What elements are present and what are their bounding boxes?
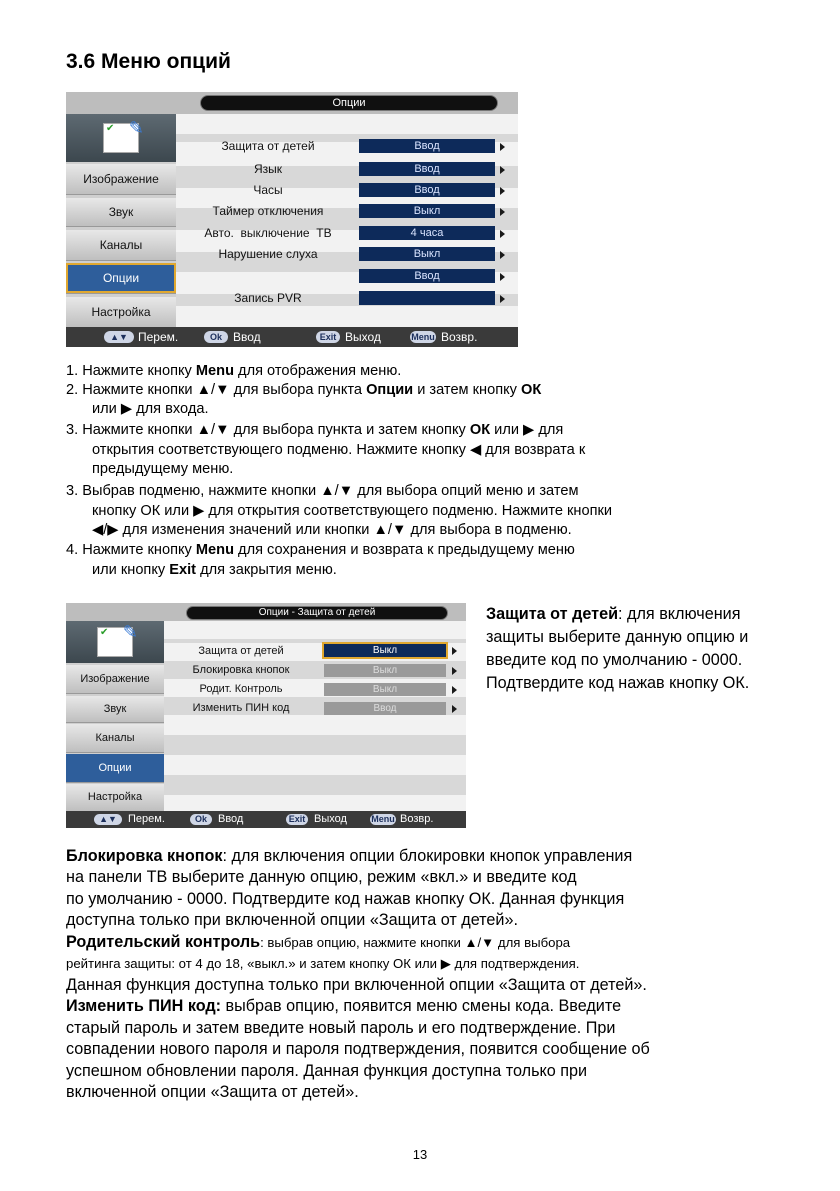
nav-item-options[interactable]: Опции xyxy=(66,263,176,294)
instruction-line: 1. Нажмите кнопку Menu для отображения меню. xyxy=(66,363,402,379)
menu-row-label: Защита от детей xyxy=(221,139,315,153)
parental-control-description: Родительский контроль: выбрав опцию, нажмите кнопки ▲/▼ для выбора xyxy=(66,933,571,951)
instruction-line: 3. Выбрав подменю, нажмите кнопки ▲/▼ для выбора опций меню и затем xyxy=(66,483,579,499)
menu-hint-bar xyxy=(66,811,466,828)
menu-row-label: Изменить ПИН код xyxy=(192,702,290,714)
menu-row-value[interactable] xyxy=(359,291,495,305)
hint-label: Выход xyxy=(314,813,347,825)
right-arrow-icon xyxy=(500,273,505,281)
updown-key-icon: ▲▼ xyxy=(94,814,122,825)
menu-row-value[interactable]: 4 часа xyxy=(359,226,495,240)
menu-row-value[interactable]: Ввод xyxy=(324,702,446,715)
menu-title: Опции xyxy=(332,97,366,109)
hint-label: Перем. xyxy=(128,813,165,825)
instruction-line: 2. Нажмите кнопки ▲/▼ для выбора пункта Опции и затем кнопку ОК xyxy=(66,382,542,398)
menu-row-label: Запись PVR xyxy=(234,291,302,305)
menu-row-label: Защита от детей xyxy=(198,645,284,657)
nav-item-picture[interactable]: Изображение xyxy=(66,164,176,195)
updown-key-icon: ▲▼ xyxy=(104,331,134,343)
nav-item-sound[interactable]: Звук xyxy=(66,696,164,723)
menu-title: Опции - Защита от детей xyxy=(258,607,376,618)
instruction-line: предыдущему меню. xyxy=(92,461,234,477)
child-lock-menu-screenshot xyxy=(66,603,466,828)
change-pin-description: успешном обновлении пароля. Данная функция доступна только при xyxy=(66,1062,588,1080)
menu-row-value[interactable]: Ввод xyxy=(359,162,495,176)
instruction-line: 3. Нажмите кнопки ▲/▼ для выбора пункта и затем кнопку ОК или ▶ для xyxy=(66,422,564,438)
change-pin-description: совпадении нового пароля и пароля подтверждения, появится сообщение об xyxy=(66,1040,650,1058)
hint-label: Выход xyxy=(345,330,381,344)
options-logo xyxy=(66,621,164,663)
menu-row-label: Родит. Контроль xyxy=(199,683,283,695)
child-lock-description: Защита от детей: для включения xyxy=(486,605,741,623)
instruction-line: или кнопку Exit для закрытия меню. xyxy=(92,562,337,578)
checklist-icon xyxy=(103,123,139,153)
menu-row-value[interactable]: Выкл xyxy=(324,644,446,657)
hint-label: Ввод xyxy=(233,330,261,344)
nav-item-setup[interactable]: Настройка xyxy=(66,297,176,328)
right-arrow-icon xyxy=(500,230,505,238)
right-arrow-icon xyxy=(500,166,505,174)
menu-title-pill xyxy=(200,95,498,111)
menu-row-value[interactable]: Ввод xyxy=(359,269,495,283)
hint-label: Возвр. xyxy=(400,813,434,825)
page-number: 13 xyxy=(412,1147,428,1162)
menu-row-value[interactable]: Выкл xyxy=(359,204,495,218)
instruction-line: кнопку ОК или ▶ для открытия соответствующего подменю. Нажмите кнопки xyxy=(92,503,613,519)
exit-key-icon: Exit xyxy=(286,814,308,825)
menu-row-label: Часы xyxy=(253,183,283,197)
instruction-line: ◀/▶ для изменения значений или кнопки ▲/▼ для выбора в подменю. xyxy=(92,522,572,538)
right-arrow-icon xyxy=(452,705,457,713)
hint-label: Перем. xyxy=(138,330,179,344)
child-lock-description: защиты выберите данную опцию и xyxy=(486,628,749,646)
menu-key-icon: Menu xyxy=(371,814,395,824)
options-logo xyxy=(66,114,176,162)
change-pin-description: включенной опции «Защита от детей». xyxy=(66,1083,359,1101)
right-arrow-icon xyxy=(500,251,505,259)
options-menu-screenshot xyxy=(66,92,518,347)
menu-hint-bar xyxy=(66,327,518,347)
ok-key-icon: Ok xyxy=(204,331,228,343)
instruction-line: или ▶ для входа. xyxy=(92,401,209,417)
menu-row-label: Блокировка кнопок xyxy=(192,664,290,676)
menu-row-value[interactable]: Выкл xyxy=(324,683,446,696)
menu-row-label: Нарушение слуха xyxy=(218,247,318,261)
hint-label: Возвр. xyxy=(441,330,478,344)
right-arrow-icon xyxy=(500,295,505,303)
change-pin-description: старый пароль и затем введите новый пароль и его подтверждение. При xyxy=(66,1019,616,1037)
change-pin-description: Изменить ПИН код: выбрав опцию, появится меню смены кода. Введите xyxy=(66,997,622,1015)
menu-title-pill xyxy=(186,606,448,620)
nav-item-picture[interactable]: Изображение xyxy=(66,665,164,694)
menu-row-label: Авто. выключение ТВ xyxy=(204,226,332,240)
right-arrow-icon xyxy=(452,667,457,675)
menu-row-label: Таймер отключения xyxy=(212,204,324,218)
instruction-line: 4. Нажмите кнопку Menu для сохранения и возврата к предыдущему меню xyxy=(66,542,575,558)
parental-control-description: Данная функция доступна только при включенной опции «Защита от детей». xyxy=(66,976,647,994)
menu-row-value[interactable]: Выкл xyxy=(359,247,495,261)
nav-item-channels[interactable]: Каналы xyxy=(66,724,164,753)
nav-item-channels[interactable]: Каналы xyxy=(66,230,176,261)
nav-item-sound[interactable]: Звук xyxy=(66,198,176,227)
menu-row-label: Язык xyxy=(253,162,283,176)
section-heading: 3.6 Меню опций xyxy=(66,50,231,73)
key-lock-description: на панели ТВ выберите данную опцию, режим «вкл.» и введите код xyxy=(66,868,577,886)
key-lock-description: доступна только при включенной опции «Защита от детей». xyxy=(66,911,518,929)
key-lock-description: Блокировка кнопок: для включения опции блокировки кнопок управления xyxy=(66,847,633,865)
menu-row-value[interactable]: Ввод xyxy=(359,183,495,197)
right-arrow-icon xyxy=(500,208,505,216)
menu-row-value[interactable]: Ввод xyxy=(359,139,495,153)
menu-key-icon: Menu xyxy=(411,332,435,342)
ok-key-icon: Ok xyxy=(190,814,212,825)
nav-item-setup[interactable]: Настройка xyxy=(66,784,164,812)
right-arrow-icon xyxy=(452,647,457,655)
child-lock-description: введите код по умолчанию - 0000. xyxy=(486,651,743,669)
exit-key-icon: Exit xyxy=(316,331,340,343)
nav-item-options[interactable]: Опции xyxy=(66,754,164,783)
instruction-line: открытия соответствующего подменю. Нажмите кнопку ◀ для возврата к xyxy=(92,442,586,458)
hint-label: Ввод xyxy=(218,813,244,825)
right-arrow-icon xyxy=(452,686,457,694)
checklist-icon xyxy=(97,627,133,657)
right-arrow-icon xyxy=(500,187,505,195)
menu-row-value[interactable]: Выкл xyxy=(324,664,446,677)
parental-control-description: рейтинга защиты: от 4 до 18, «выкл.» и затем кнопку ОК или ▶ для подтверждения. xyxy=(66,956,580,971)
right-arrow-icon xyxy=(500,143,505,151)
child-lock-description: Подтвердите код нажав кнопку ОК. xyxy=(486,674,750,692)
key-lock-description: по умолчанию - 0000. Подтвердите код нажав кнопку ОК. Данная функция xyxy=(66,890,625,908)
